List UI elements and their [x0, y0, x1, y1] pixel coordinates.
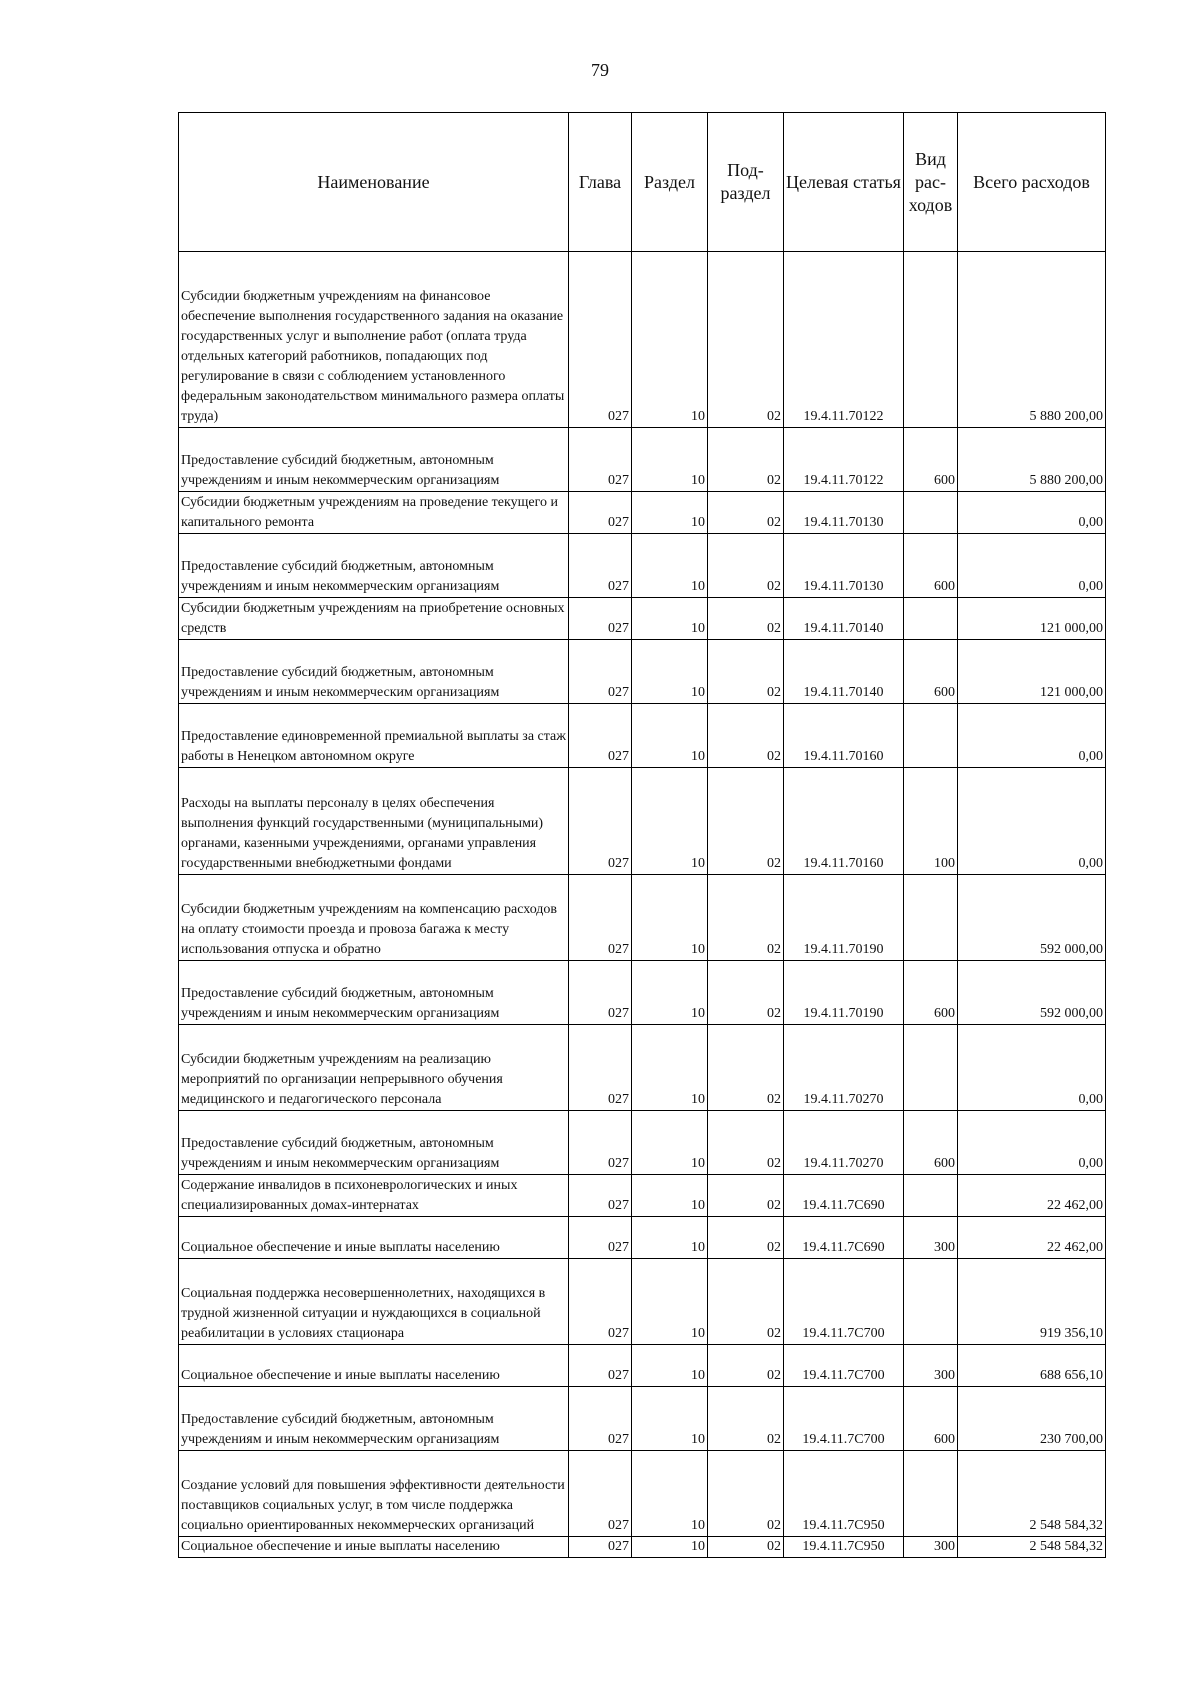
header-podrazdel: Под-раздел — [708, 113, 784, 252]
cell-podrazdel: 02 — [708, 1451, 784, 1537]
cell-vid: 300 — [904, 1537, 958, 1558]
cell-name: Содержание инвалидов в психоневрологических и иных специализированных домах-интернатах — [179, 1175, 569, 1217]
table-row — [179, 1111, 1106, 1175]
cell-glava: 027 — [569, 1111, 632, 1175]
cell-podrazdel: 02 — [708, 492, 784, 534]
cell-vid — [904, 1025, 958, 1111]
cell-total: 2 548 584,32 — [958, 1537, 1106, 1558]
cell-name: Предоставление субсидий бюджетным, автономным учреждениям и иным некоммерческим организациям — [179, 640, 569, 704]
cell-vid: 600 — [904, 640, 958, 704]
cell-total: 0,00 — [958, 534, 1106, 598]
cell-glava: 027 — [569, 492, 632, 534]
cell-tselevaya: 19.4.11.70160 — [784, 768, 904, 875]
cell-podrazdel: 02 — [708, 961, 784, 1025]
cell-glava: 027 — [569, 252, 632, 428]
header-vid: Вид рас-ходов — [904, 113, 958, 252]
cell-glava: 027 — [569, 1451, 632, 1537]
cell-vid: 600 — [904, 534, 958, 598]
cell-razdel: 10 — [632, 1537, 708, 1558]
cell-name: Предоставление субсидий бюджетным, автономным учреждениям и иным некоммерческим организациям — [179, 534, 569, 598]
cell-razdel: 10 — [632, 640, 708, 704]
cell-total: 0,00 — [958, 1025, 1106, 1111]
cell-total: 592 000,00 — [958, 875, 1106, 961]
cell-podrazdel: 02 — [708, 875, 784, 961]
cell-name: Социальное обеспечение и иные выплаты населению — [179, 1217, 569, 1259]
table-row — [179, 1345, 1106, 1387]
cell-razdel: 10 — [632, 1259, 708, 1345]
cell-podrazdel: 02 — [708, 1217, 784, 1259]
table-row — [179, 1451, 1106, 1537]
cell-total: 121 000,00 — [958, 640, 1106, 704]
cell-tselevaya: 19.4.11.70190 — [784, 961, 904, 1025]
header-total: Всего расходов — [958, 113, 1106, 252]
cell-glava: 027 — [569, 640, 632, 704]
cell-total: 5 880 200,00 — [958, 428, 1106, 492]
cell-glava: 027 — [569, 1025, 632, 1111]
table-row — [179, 1217, 1106, 1259]
cell-name: Создание условий для повышения эффективности деятельности поставщиков социальных услуг, в том числе поддержка социально ориентированных некоммерческих организаций — [179, 1451, 569, 1537]
cell-razdel: 10 — [632, 1025, 708, 1111]
cell-razdel: 10 — [632, 252, 708, 428]
cell-total: 2 548 584,32 — [958, 1451, 1106, 1537]
cell-name: Субсидии бюджетным учреждениям на компенсацию расходов на оплату стоимости проезда и провоза багажа к месту использования отпуска и обратно — [179, 875, 569, 961]
cell-razdel: 10 — [632, 534, 708, 598]
table-row — [179, 875, 1106, 961]
cell-vid — [904, 598, 958, 640]
cell-tselevaya: 19.4.11.70130 — [784, 492, 904, 534]
cell-vid: 300 — [904, 1217, 958, 1259]
cell-tselevaya: 19.4.11.7С700 — [784, 1259, 904, 1345]
cell-tselevaya: 19.4.11.70270 — [784, 1111, 904, 1175]
cell-glava: 027 — [569, 534, 632, 598]
cell-total: 121 000,00 — [958, 598, 1106, 640]
cell-vid — [904, 704, 958, 768]
cell-razdel: 10 — [632, 1217, 708, 1259]
header-razdel: Раздел — [632, 113, 708, 252]
table-row — [179, 640, 1106, 704]
table-row — [179, 961, 1106, 1025]
page-number: 79 — [591, 60, 609, 80]
cell-vid — [904, 492, 958, 534]
header-glava: Глава — [569, 113, 632, 252]
cell-podrazdel: 02 — [708, 640, 784, 704]
table-row — [179, 534, 1106, 598]
cell-tselevaya: 19.4.11.70160 — [784, 704, 904, 768]
cell-vid: 100 — [904, 768, 958, 875]
cell-vid: 600 — [904, 1111, 958, 1175]
cell-vid — [904, 1175, 958, 1217]
cell-glava: 027 — [569, 1259, 632, 1345]
cell-vid: 600 — [904, 1387, 958, 1451]
table-row — [179, 704, 1106, 768]
cell-tselevaya: 19.4.11.70140 — [784, 640, 904, 704]
cell-podrazdel: 02 — [708, 534, 784, 598]
cell-name: Предоставление единовременной премиальной выплаты за стаж работы в Ненецком автономном округе — [179, 704, 569, 768]
cell-razdel: 10 — [632, 961, 708, 1025]
cell-total: 919 356,10 — [958, 1259, 1106, 1345]
cell-total: 0,00 — [958, 492, 1106, 534]
cell-podrazdel: 02 — [708, 598, 784, 640]
cell-tselevaya: 19.4.11.7С700 — [784, 1387, 904, 1451]
cell-name: Предоставление субсидий бюджетным, автономным учреждениям и иным некоммерческим организациям — [179, 1111, 569, 1175]
table-row — [179, 1259, 1106, 1345]
cell-tselevaya: 19.4.11.70140 — [784, 598, 904, 640]
cell-name: Субсидии бюджетным учреждениям на проведение текущего и капитального ремонта — [179, 492, 569, 534]
cell-tselevaya: 19.4.11.70270 — [784, 1025, 904, 1111]
cell-podrazdel: 02 — [708, 704, 784, 768]
cell-tselevaya: 19.4.11.70190 — [784, 875, 904, 961]
cell-podrazdel: 02 — [708, 1345, 784, 1387]
cell-total: 22 462,00 — [958, 1175, 1106, 1217]
table-row — [179, 252, 1106, 428]
cell-total: 0,00 — [958, 1111, 1106, 1175]
cell-razdel: 10 — [632, 768, 708, 875]
cell-glava: 027 — [569, 428, 632, 492]
cell-vid — [904, 875, 958, 961]
cell-razdel: 10 — [632, 598, 708, 640]
cell-vid: 300 — [904, 1345, 958, 1387]
cell-glava: 027 — [569, 704, 632, 768]
table-row — [179, 1537, 1106, 1558]
cell-razdel: 10 — [632, 875, 708, 961]
cell-total: 22 462,00 — [958, 1217, 1106, 1259]
table-row — [179, 1025, 1106, 1111]
header-name: Наименование — [179, 113, 569, 252]
table-row — [179, 492, 1106, 534]
cell-podrazdel: 02 — [708, 1111, 784, 1175]
cell-tselevaya: 19.4.11.7С690 — [784, 1175, 904, 1217]
table-body — [179, 252, 1106, 1558]
cell-name: Субсидии бюджетным учреждениям на реализацию мероприятий по организации непрерывного обучения медицинского и педагогического персонала — [179, 1025, 569, 1111]
cell-name: Субсидии бюджетным учреждениям на финансовое обеспечение выполнения государственного задания на оказание государственных услуг и выполнение работ (оплата труда отдельных категорий работников, попадающих под регулирование в связи с соблюдением установленного федеральным законодательством минимального размера оплаты труда) — [179, 252, 569, 428]
cell-total: 5 880 200,00 — [958, 252, 1106, 428]
cell-vid: 600 — [904, 428, 958, 492]
cell-total: 230 700,00 — [958, 1387, 1106, 1451]
cell-glava: 027 — [569, 598, 632, 640]
table-header — [179, 113, 1106, 252]
cell-total: 0,00 — [958, 704, 1106, 768]
cell-tselevaya: 19.4.11.70122 — [784, 428, 904, 492]
header-tselevaya: Целевая статья — [784, 113, 904, 252]
cell-podrazdel: 02 — [708, 1259, 784, 1345]
cell-total: 592 000,00 — [958, 961, 1106, 1025]
cell-razdel: 10 — [632, 704, 708, 768]
cell-razdel: 10 — [632, 1451, 708, 1537]
cell-podrazdel: 02 — [708, 768, 784, 875]
cell-name: Предоставление субсидий бюджетным, автономным учреждениям и иным некоммерческим организациям — [179, 1387, 569, 1451]
cell-glava: 027 — [569, 1217, 632, 1259]
cell-glava: 027 — [569, 1345, 632, 1387]
cell-name: Субсидии бюджетным учреждениям на приобретение основных средств — [179, 598, 569, 640]
budget-table — [178, 112, 1106, 1558]
cell-razdel: 10 — [632, 1345, 708, 1387]
cell-vid: 600 — [904, 961, 958, 1025]
cell-podrazdel: 02 — [708, 252, 784, 428]
cell-name: Предоставление субсидий бюджетным, автономным учреждениям и иным некоммерческим организациям — [179, 428, 569, 492]
cell-name: Расходы на выплаты персоналу в целях обеспечения выполнения функций государственными (муниципальными) органами, казенными учреждениями, органами управления государственными внебюджетными фондами — [179, 768, 569, 875]
cell-podrazdel: 02 — [708, 1175, 784, 1217]
cell-glava: 027 — [569, 1537, 632, 1558]
cell-podrazdel: 02 — [708, 428, 784, 492]
table-row — [179, 598, 1106, 640]
cell-name: Предоставление субсидий бюджетным, автономным учреждениям и иным некоммерческим организациям — [179, 961, 569, 1025]
cell-podrazdel: 02 — [708, 1537, 784, 1558]
cell-total: 0,00 — [958, 768, 1106, 875]
cell-glava: 027 — [569, 961, 632, 1025]
cell-razdel: 10 — [632, 1111, 708, 1175]
cell-vid — [904, 1451, 958, 1537]
cell-vid — [904, 252, 958, 428]
cell-total: 688 656,10 — [958, 1345, 1106, 1387]
cell-name: Социальное обеспечение и иные выплаты населению — [179, 1537, 569, 1558]
cell-tselevaya: 19.4.11.70122 — [784, 252, 904, 428]
cell-razdel: 10 — [632, 1387, 708, 1451]
cell-glava: 027 — [569, 1387, 632, 1451]
table-row — [179, 428, 1106, 492]
cell-tselevaya: 19.4.11.7С700 — [784, 1345, 904, 1387]
cell-podrazdel: 02 — [708, 1025, 784, 1111]
cell-tselevaya: 19.4.11.7С950 — [784, 1451, 904, 1537]
table-row — [179, 1175, 1106, 1217]
cell-glava: 027 — [569, 1175, 632, 1217]
cell-razdel: 10 — [632, 1175, 708, 1217]
table-row — [179, 768, 1106, 875]
cell-glava: 027 — [569, 875, 632, 961]
cell-name: Социальное обеспечение и иные выплаты населению — [179, 1345, 569, 1387]
table-row — [179, 1387, 1106, 1451]
cell-razdel: 10 — [632, 428, 708, 492]
cell-tselevaya: 19.4.11.7С690 — [784, 1217, 904, 1259]
cell-tselevaya: 19.4.11.7С950 — [784, 1537, 904, 1558]
cell-name: Социальная поддержка несовершеннолетних, находящихся в трудной жизненной ситуации и нуждающихся в социальной реабилитации в условиях стационара — [179, 1259, 569, 1345]
cell-glava: 027 — [569, 768, 632, 875]
cell-podrazdel: 02 — [708, 1387, 784, 1451]
cell-tselevaya: 19.4.11.70130 — [784, 534, 904, 598]
cell-razdel: 10 — [632, 492, 708, 534]
cell-vid — [904, 1259, 958, 1345]
